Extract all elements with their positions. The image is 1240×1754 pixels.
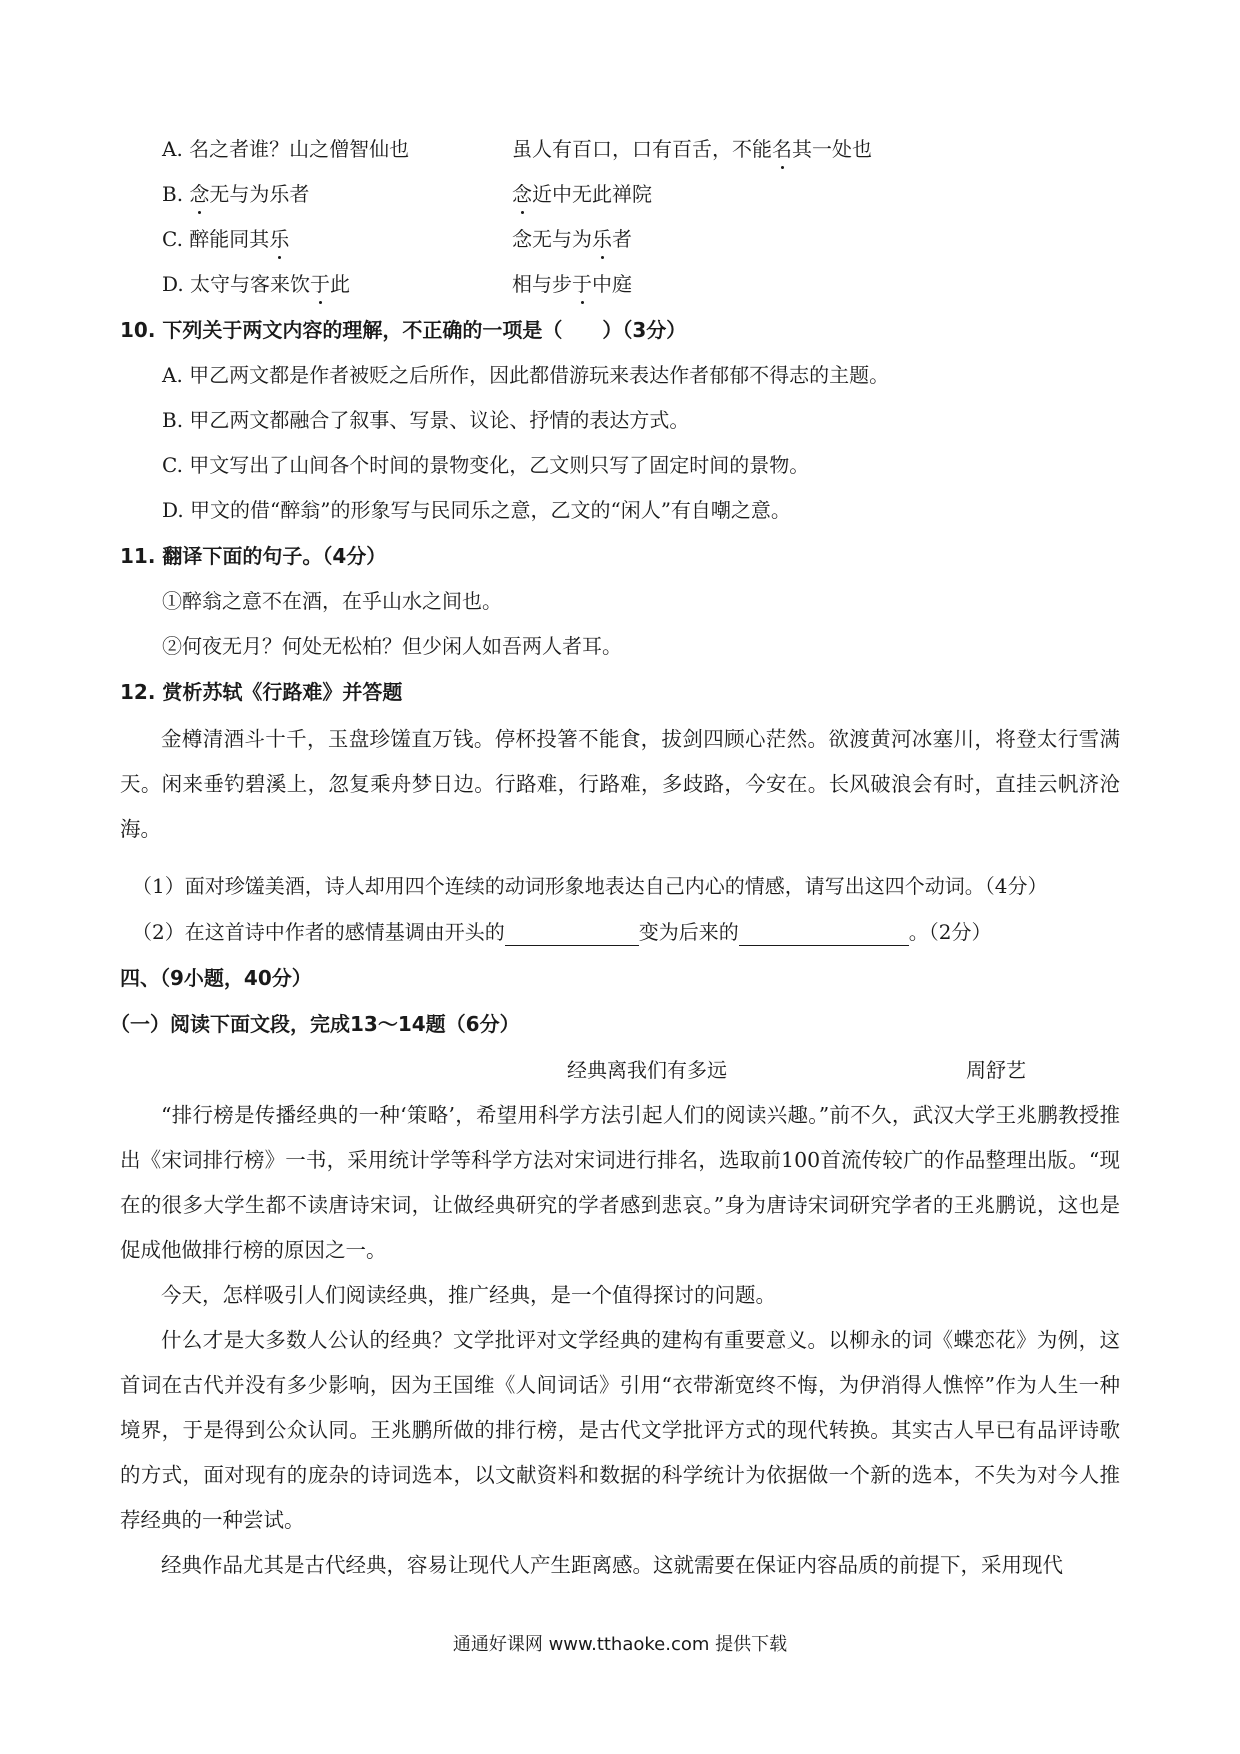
q10-option-c: C. 甲文写出了山间各个时间的景物变化，乙文则只写了固定时间的景物。 xyxy=(162,453,810,477)
q9-option-b-right: 念近中无此禅院 xyxy=(512,182,652,206)
q12-sub1: （1）面对珍馐美酒，诗人却用四个连续的动词形象地表达自己内心的情感，请写出这四个动词。（4分） xyxy=(132,874,1048,898)
q9-option-b-left: B. 念无与为乐者 xyxy=(162,182,310,206)
q10-option-a: A. 甲乙两文都是作者被贬之后所作，因此都借游玩来表达作者郁郁不得志的主题。 xyxy=(162,363,890,387)
article-paragraph-2: 今天，怎样吸引人们阅读经典，推广经典，是一个值得探讨的问题。 xyxy=(161,1283,776,1307)
q9-option-a-left: A. 名之者谁？山之僧智仙也 xyxy=(162,137,410,161)
q10-stem: 10. 下列关于两文内容的理解，不正确的一项是（ ）（3分） xyxy=(120,318,687,342)
q12-poem xyxy=(120,717,1120,852)
answer-blank-1[interactable] xyxy=(505,921,639,946)
answer-blank-2[interactable] xyxy=(739,921,909,946)
emphasis-char: 乐 xyxy=(269,227,290,251)
article-author: 周舒艺 xyxy=(966,1058,1026,1082)
section4-title: 四、（9小题，40分） xyxy=(120,966,312,990)
q9-option-c-left: C. 醉能同其乐 xyxy=(162,227,290,251)
q9-option-c-right: 念无与为乐者 xyxy=(512,227,632,251)
q11-item-2: ②何夜无月？何处无松柏？但少闲人如吾两人者耳。 xyxy=(162,634,622,658)
article-body xyxy=(120,1093,1120,1588)
q9-option-d-right: 相与步于中庭 xyxy=(512,272,632,296)
q11-item-1: ①醉翁之意不在酒，在乎山水之间也。 xyxy=(162,589,502,613)
q11-stem: 11. 翻译下面的句子。（4分） xyxy=(120,544,387,568)
article-paragraph-3: 什么才是大多数人公认的经典？文学批评对文学经典的建构有重要意义。以柳永的词《蝶恋花》为例，这首词在古代并没有多少影响，因为王国维《人间词话》引用“衣带渐宽终不悔，为伊消得人憔悴”作为人生一种境界，于是得到公众认同。王兆鹏所做的排行榜，是古代文学批评方式的现代转换。其实古人早已有品评诗歌的方式，面对现有的庞杂的诗词选本，以文献资料和数据的科学统计为依据做一个新的选本，不失为对今人推荐经典的一种尝试。 xyxy=(120,1328,1120,1532)
emphasis-char: 乐 xyxy=(592,227,612,251)
q10-option-b: B. 甲乙两文都融合了叙事、写景、议论、抒情的表达方式。 xyxy=(162,408,690,432)
article-paragraph-1: “排行榜是传播经典的一种‘策略’，希望用科学方法引起人们的阅读兴趣。”前不久，武汉大学王兆鹏教授推出《宋词排行榜》一书，采用统计学等科学方法对宋词进行排名，选取前100首流传较广的作品整理出版。“现在的很多大学生都不读唐诗宋词，让做经典研究的学者感到悲哀。”身为唐诗宋词研究学者的王兆鹏说，这也是促成他做排行榜的原因之一。 xyxy=(120,1103,1120,1262)
section4-part1: （一）阅读下面文段，完成13～14题（6分） xyxy=(110,1012,520,1036)
q9-option-d-left: D. 太守与客来饮于此 xyxy=(162,272,351,296)
poem-text: 金樽清酒斗十千，玉盘珍馐直万钱。停杯投箸不能食，拔剑四顾心茫然。欲渡黄河冰塞川，将登太行雪满天。闲来垂钓碧溪上，忽复乘舟梦日边。行路难，行路难，多歧路，今安在。长风破浪会有时，直挂云帆济沧海。 xyxy=(120,727,1120,841)
emphasis-char: 名 xyxy=(772,137,792,161)
emphasis-char: 于 xyxy=(310,272,331,296)
article-paragraph-4: 经典作品尤其是古代经典，容易让现代人产生距离感。这就需要在保证内容品质的前提下，采用现代 xyxy=(161,1553,1063,1577)
q12-sub2: （2）在这首诗中作者的感情基调由开头的 变为后来的 。（2分） xyxy=(132,920,992,944)
q9-option-a-right: 虽人有百口，口有百舌，不能名其一处也 xyxy=(512,137,872,161)
emphasis-char: 念 xyxy=(512,182,532,206)
emphasis-char: 于 xyxy=(572,272,592,296)
q12-stem: 12. 赏析苏轼《行路难》并答题 xyxy=(120,680,403,704)
page-footer: 通通好课网 www.tthaoke.com 提供下载 xyxy=(452,1634,788,1655)
emphasis-char: 念 xyxy=(189,182,210,206)
article-title: 经典离我们有多远 xyxy=(567,1058,727,1082)
q10-option-d: D. 甲文的借“醉翁”的形象写与民同乐之意，乙文的“闲人”有自嘲之意。 xyxy=(162,498,791,522)
